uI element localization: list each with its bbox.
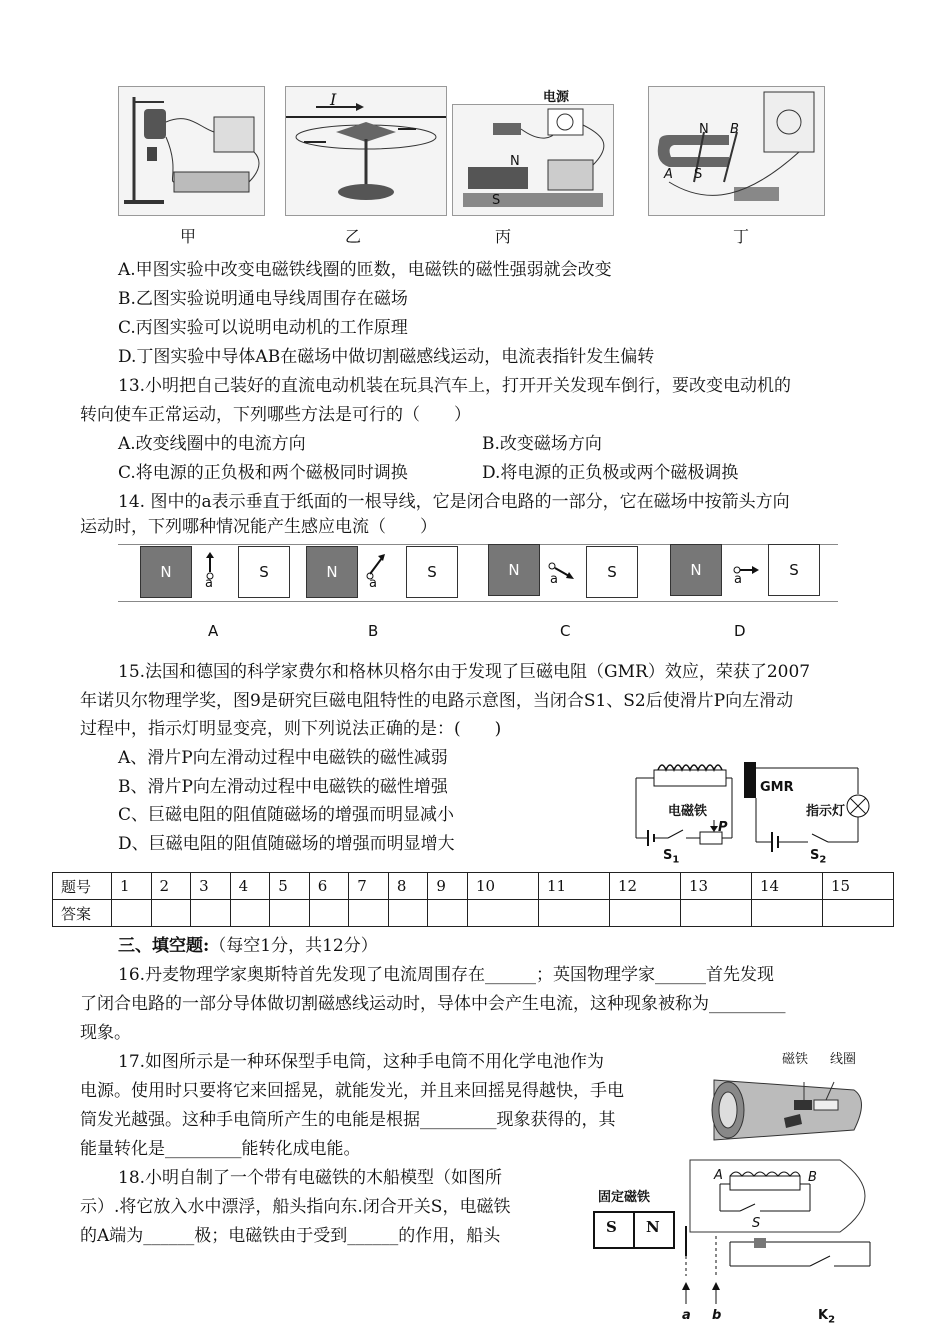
figure-yi-current-label: I <box>330 90 337 109</box>
answer-table-num: 15 <box>823 873 894 900</box>
q18-fig-k-letter: K <box>818 1308 829 1323</box>
q18-fig-a: A <box>714 1168 723 1183</box>
q18-fig-b: B <box>808 1170 817 1185</box>
q18-fig-label-a: a <box>682 1308 691 1323</box>
answer-table-number-row <box>53 873 894 900</box>
q15-fig-s1 <box>663 848 679 866</box>
q15-fig-electromagnet: 电磁铁 <box>668 804 708 819</box>
answer-table-num: 11 <box>539 873 610 900</box>
answer-table-num: 8 <box>388 873 428 900</box>
figure-yi-label: 乙 <box>345 227 362 246</box>
q18-line-2: 示）.将它放入水中漂浮，船头指向东.闭合开关S，电磁铁 <box>80 1197 511 1217</box>
q14-c-magnet-s: S <box>586 546 638 598</box>
q14-label-d: D <box>734 622 746 640</box>
q14-a-magnet-s: S <box>238 546 290 598</box>
q16-line-2: 了闭合电路的一部分导体做切割磁感线运动时，导体中会产生电流，这种现象被称为_________ <box>80 994 786 1014</box>
answer-table-num: 1 <box>112 873 152 900</box>
section3-heading <box>118 934 378 958</box>
q13-stem-1: 13.小明把自己装好的直流电动机装在玩具汽车上，打开开关发现车倒行，要改变电动机的 <box>118 376 792 396</box>
figure-bing-s: S <box>492 193 501 208</box>
figure-ding-n: N <box>699 122 709 137</box>
q18-fig-k2 <box>818 1308 835 1326</box>
q16-line-3: 现象。 <box>80 1023 131 1043</box>
q18-fig-label-b: b <box>712 1308 722 1323</box>
figure-bing <box>452 104 614 216</box>
answer-table-num: 4 <box>230 873 270 900</box>
q13-option-d: D.将电源的正负极或两个磁极调换 <box>482 463 739 483</box>
q15-stem-1: 15.法国和德国的科学家费尔和格林贝格尔由于发现了巨磁电阻（GMR）效应，荣获了2007 <box>118 662 811 682</box>
q15-option-b: B、滑片P向左滑动过程中电磁铁的磁性增强 <box>118 777 448 797</box>
q15-option-c: C、巨磁电阻的阻值随磁场的增强而明显减小 <box>118 805 455 825</box>
q14-d-wire: a <box>734 572 742 587</box>
figure-ding-drawing <box>649 87 824 215</box>
q13-option-c: C.将电源的正负极和两个磁极同时调换 <box>118 463 408 483</box>
q14-label-b: B <box>368 622 379 640</box>
q16-line-1: 16.丹麦物理学家奥斯特首先发现了电流周围存在______；英国物理学家______首先发现 <box>118 965 775 985</box>
figure-bing-n: N <box>510 154 520 169</box>
answer-cell[interactable] <box>191 900 231 927</box>
q17-fig-magnet: 磁铁 <box>782 1052 809 1067</box>
q15-option-a: A、滑片P向左滑动过程中电磁铁的磁性减弱 <box>118 748 448 768</box>
figure-yi-drawing <box>286 87 446 215</box>
q17-line-2: 电源。使用时只要将它来回摇晃，就能发光，并且来回摇晃得越快，手电 <box>80 1081 624 1101</box>
answer-cell[interactable] <box>681 900 752 927</box>
answer-cell[interactable] <box>230 900 270 927</box>
answer-cell[interactable] <box>388 900 428 927</box>
figure-bing-label: 丙 <box>495 227 512 246</box>
q14-a-magnet-n: N <box>140 546 192 598</box>
answer-cell[interactable] <box>823 900 894 927</box>
q15-fig-s2 <box>810 848 826 866</box>
q14-b-wire: a <box>369 576 377 591</box>
answer-table-row2-header: 答案 <box>53 900 112 927</box>
q14-figure <box>118 544 838 602</box>
figure-bing-power-label: 电源 <box>543 90 570 105</box>
figure-jia <box>118 86 265 216</box>
section3-title: 三、填空题: <box>118 936 210 956</box>
q14-stem-2: 运动时，下列哪种情况能产生感应电流（ ） <box>80 517 437 537</box>
figure-bing-drawing <box>453 105 613 215</box>
answer-cell[interactable] <box>151 900 191 927</box>
q15-fig-gmr: GMR <box>760 780 794 795</box>
q18-fig-fixed-magnet: 固定磁铁 <box>598 1190 651 1205</box>
answer-table-num: 5 <box>270 873 310 900</box>
q14-a-wire: a <box>205 576 213 591</box>
q15-fig-s2-sub: 2 <box>819 854 827 866</box>
answer-table-num: 6 <box>309 873 349 900</box>
answer-table-num: 13 <box>681 873 752 900</box>
q12-option-d: D.丁图实验中导体AB在磁场中做切割磁感线运动，电流表指针发生偏转 <box>118 347 655 367</box>
q14-b-magnet-n: N <box>306 546 358 598</box>
answer-table-num: 14 <box>752 873 823 900</box>
q18-boat-figure <box>590 1156 890 1336</box>
answer-table-answer-row <box>53 900 894 927</box>
q14-c-magnet-n: N <box>488 544 540 596</box>
q14-d-magnet-n: N <box>670 544 722 596</box>
q18-fig-s: S <box>606 1218 617 1236</box>
q12-option-c: C.丙图实验可以说明电动机的工作原理 <box>118 318 408 338</box>
figure-yi <box>285 86 447 216</box>
answer-cell[interactable] <box>610 900 681 927</box>
answer-cell[interactable] <box>309 900 349 927</box>
q14-label-a: A <box>208 622 219 640</box>
q15-stem-3: 过程中，指示灯明显变亮，则下列说法正确的是：( ) <box>80 719 502 739</box>
figure-ding <box>648 86 825 216</box>
q14-c-wire: a <box>550 572 558 587</box>
q12-option-b: B.乙图实验说明通电导线周围存在磁场 <box>118 289 408 309</box>
answer-cell[interactable] <box>428 900 468 927</box>
answer-table-num: 7 <box>349 873 389 900</box>
q15-fig-s1-sub: 1 <box>672 854 680 866</box>
figure-ding-a: A <box>664 167 673 182</box>
q14-b-magnet-s: S <box>406 546 458 598</box>
answer-cell[interactable] <box>539 900 610 927</box>
q14-d-magnet-s: S <box>768 544 820 596</box>
q13-stem-2: 转向使车正常运动，下列哪些方法是可行的（ ） <box>80 405 471 425</box>
q13-option-b: B.改变磁场方向 <box>482 434 602 454</box>
q15-fig-s1-letter: S <box>663 848 673 863</box>
answer-table-num: 2 <box>151 873 191 900</box>
q15-stem-2: 年诺贝尔物理学奖，图9是研究巨磁电阻特性的电路示意图，当闭合S1、S2后使滑片P向左滑动 <box>80 691 794 711</box>
answer-table-num: 12 <box>610 873 681 900</box>
answer-table-num: 9 <box>428 873 468 900</box>
q18-fig-n: N <box>646 1218 660 1236</box>
answer-table <box>52 872 894 927</box>
answer-cell[interactable] <box>468 900 539 927</box>
q18-fig-switch: S <box>752 1216 761 1231</box>
q15-fig-p: P <box>718 820 728 835</box>
q18-fig-k-sub: 2 <box>828 1314 836 1326</box>
answer-table-row1-header: 题号 <box>53 873 112 900</box>
q13-option-a: A.改变线圈中的电流方向 <box>118 434 306 454</box>
q18-line-3: 的A端为______极；电磁铁由于受到______的作用，船头 <box>80 1226 501 1246</box>
answer-table-num: 10 <box>468 873 539 900</box>
answer-table-num: 3 <box>191 873 231 900</box>
q12-option-a: A.甲图实验中改变电磁铁线圈的匝数，电磁铁的磁性强弱就会改变 <box>118 260 612 280</box>
q18-line-1: 18.小明自制了一个带有电磁铁的木船模型（如图所 <box>118 1168 503 1188</box>
figure-ding-s: S <box>694 167 703 182</box>
answer-cell[interactable] <box>349 900 389 927</box>
figure-jia-drawing <box>119 87 264 215</box>
q17-line-4: 能量转化是_________能转化成电能。 <box>80 1139 361 1159</box>
q17-flashlight-figure <box>704 1060 874 1150</box>
answer-cell[interactable] <box>752 900 823 927</box>
q17-line-1: 17.如图所示是一种环保型手电筒，这种手电筒不用化学电池作为 <box>118 1052 605 1072</box>
q15-fig-s2-letter: S <box>810 848 820 863</box>
q17-line-3: 筒发光越强。这种手电筒所产生的电能是根据_________现象获得的，其 <box>80 1110 616 1130</box>
q15-fig-lamp: 指示灯 <box>806 804 846 819</box>
q15-option-d: D、巨磁电阻的阻值随磁场的增强而明显增大 <box>118 834 455 854</box>
q17-fig-coil: 线圈 <box>830 1052 857 1067</box>
q14-label-c: C <box>560 622 571 640</box>
answer-cell[interactable] <box>112 900 152 927</box>
section3-note: （每空1分，共12分） <box>209 936 378 956</box>
figure-ding-label: 丁 <box>733 227 750 246</box>
answer-cell[interactable] <box>270 900 310 927</box>
q14-stem-1: 14. 图中的a表示垂直于纸面的一根导线，它是闭合电路的一部分，它在磁场中按箭头方向 <box>118 492 790 512</box>
figure-jia-label: 甲 <box>180 227 197 246</box>
figure-ding-b: B <box>730 122 739 137</box>
